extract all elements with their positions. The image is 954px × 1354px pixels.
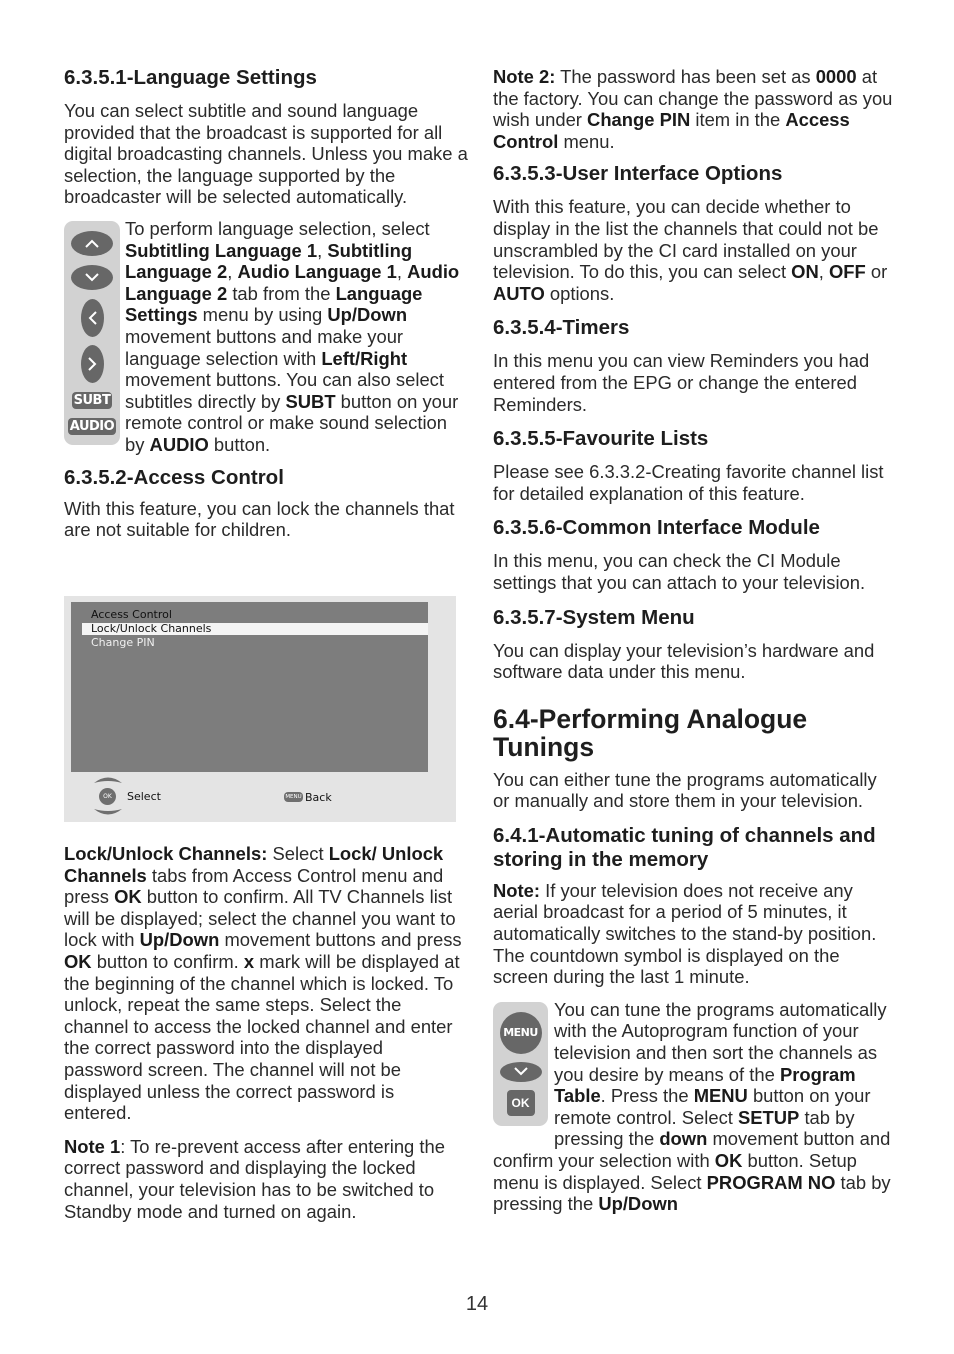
- access-control-intro: With this feature, you can lock the channels that are not suitable for children.: [64, 497, 455, 541]
- down-arrow-icon: [500, 1062, 542, 1082]
- auto-tuning-block: [493, 999, 893, 1215]
- analogue-tunings-intro: You can either tune the programs automatically or manually and store them in your television.: [493, 768, 877, 812]
- left-arrow-icon: [81, 299, 104, 337]
- right-column: [493, 66, 893, 1215]
- heading-access-control: 6.3.5.2-Access Control: [64, 465, 284, 489]
- menu-key-icon: MENU: [285, 794, 302, 800]
- left-column: [64, 62, 472, 553]
- menu-panel: [71, 602, 428, 772]
- language-selection-text: To perform language selection, select Subtitling Language 1, Subtitling Language 2, Audio Language 1, Audio Language 2 tab from the Language Settings menu by using Up/Down movement buttons and make your language selection with Left/Right movement buttons. You can also select subtitles directly by SUBT button on your remote control or make sound selection by AUDIO button.: [125, 217, 460, 455]
- heading-user-interface-options: 6.3.5.3-User Interface Options: [493, 162, 783, 186]
- subt-button-icon: SUBT: [73, 392, 111, 408]
- down-arrow-icon: [71, 265, 113, 290]
- back-hint: Back: [305, 791, 332, 804]
- remote-control-image-1: [64, 221, 120, 445]
- page-number: 14: [465, 1293, 489, 1315]
- select-hint: Select: [127, 790, 161, 803]
- auto-tuning-paragraph: You can tune the programs automatically with the Autoprogram function of your television and then sort the channels as you desire by means of the Program Table. Press the MENU button on your remote control. Select SETUP tab by pressing the down movement button and confirm your selection with OK button. Setup menu is displayed. Select PROGRAM NO tab by pressing the Up/Down: [493, 998, 891, 1215]
- heading-system-menu: 6.3.5.7-System Menu: [493, 605, 695, 629]
- audio-button-icon: AUDIO: [69, 418, 115, 434]
- right-arrow-icon: [81, 345, 104, 383]
- menu-item-change-pin: Change PIN: [91, 636, 155, 649]
- user-interface-options-paragraph: With this feature, you can decide whether to display in the list the channels that could not be unscrambled by the CI card installed on your television. To do this, you can select ON, OFF or AUTO options.: [493, 196, 888, 304]
- note-paragraph: Note: If your television does not receive any aerial broadcast for a period of 5 minutes, it automatically switches to the stand-by position. The countdown symbol is displayed on the screen during the last 1 minute.: [493, 879, 877, 988]
- lock-unlock-paragraph: Lock/Unlock Channels: Select Lock/ Unlock Channels tabs from Access Control menu and press OK button to confirm. All TV Channels list will be displayed; select the channel you want to lock with Up/Down movement buttons and press OK button to confirm. x mark will be displayed at the beginning of the channel which is locked. To unlock, repeat the same steps. Select the channel to access the locked channel and enter the correct password into the displayed password screen. The channel will not be displayed unless the correct password is entered.: [64, 843, 462, 1124]
- up-arrow-icon: [71, 231, 113, 256]
- menu-item-lock-unlock-channels: Lock/Unlock Channels: [91, 622, 212, 635]
- timers-paragraph: In this menu you can view Reminders you had entered from the EPG or change the entered Reminders.: [493, 350, 870, 415]
- menu-button-icon: MENU: [500, 1012, 542, 1054]
- remote-control-image-2: [493, 1002, 548, 1126]
- heading-common-interface-module: 6.3.5.6-Common Interface Module: [493, 516, 820, 540]
- heading-language-settings: 6.3.5.1-Language Settings: [64, 66, 317, 89]
- access-control-menu-screenshot: [64, 596, 456, 822]
- note-2-paragraph: Note 2: The password has been set as 0000 at the factory. You can change the password as you wish under Change PIN item in the Access Control menu.: [493, 66, 893, 152]
- left-column-lower: [64, 843, 464, 1234]
- favourite-lists-paragraph: Please see 6.3.3.2-Creating favorite channel list for detailed explanation of this feature.: [493, 461, 884, 504]
- language-selection-block: [64, 218, 472, 456]
- ok-button-icon: OK: [507, 1090, 535, 1116]
- language-settings-intro: You can select subtitle and sound language provided that the broadcast is supported for all digital broadcasting channels. Unless you make a selection, the language supported by the broadcaster will be selected automatically.: [64, 100, 468, 208]
- heading-favourite-lists: 6.3.5.5-Favourite Lists: [493, 427, 709, 451]
- menu-title: Access Control: [91, 608, 172, 621]
- heading-performing-analogue-tunings: 6.4-Performing Analogue Tunings: [493, 703, 808, 762]
- heading-timers: 6.3.5.4-Timers: [493, 316, 630, 340]
- system-menu-paragraph: You can display your television’s hardware and software data under this menu.: [493, 639, 875, 683]
- heading-automatic-tuning: 6.4.1-Automatic tuning of channels and storing in the memory: [493, 823, 876, 871]
- note-1-paragraph: Note 1: To re-prevent access after entering the correct password and displaying the locked channel, your television has to be switched to Standby mode and turned on again.: [64, 1135, 445, 1222]
- ok-key-icon: OK: [99, 788, 116, 805]
- common-interface-module-paragraph: In this menu, you can check the CI Module settings that you can attach to your television.: [493, 550, 866, 593]
